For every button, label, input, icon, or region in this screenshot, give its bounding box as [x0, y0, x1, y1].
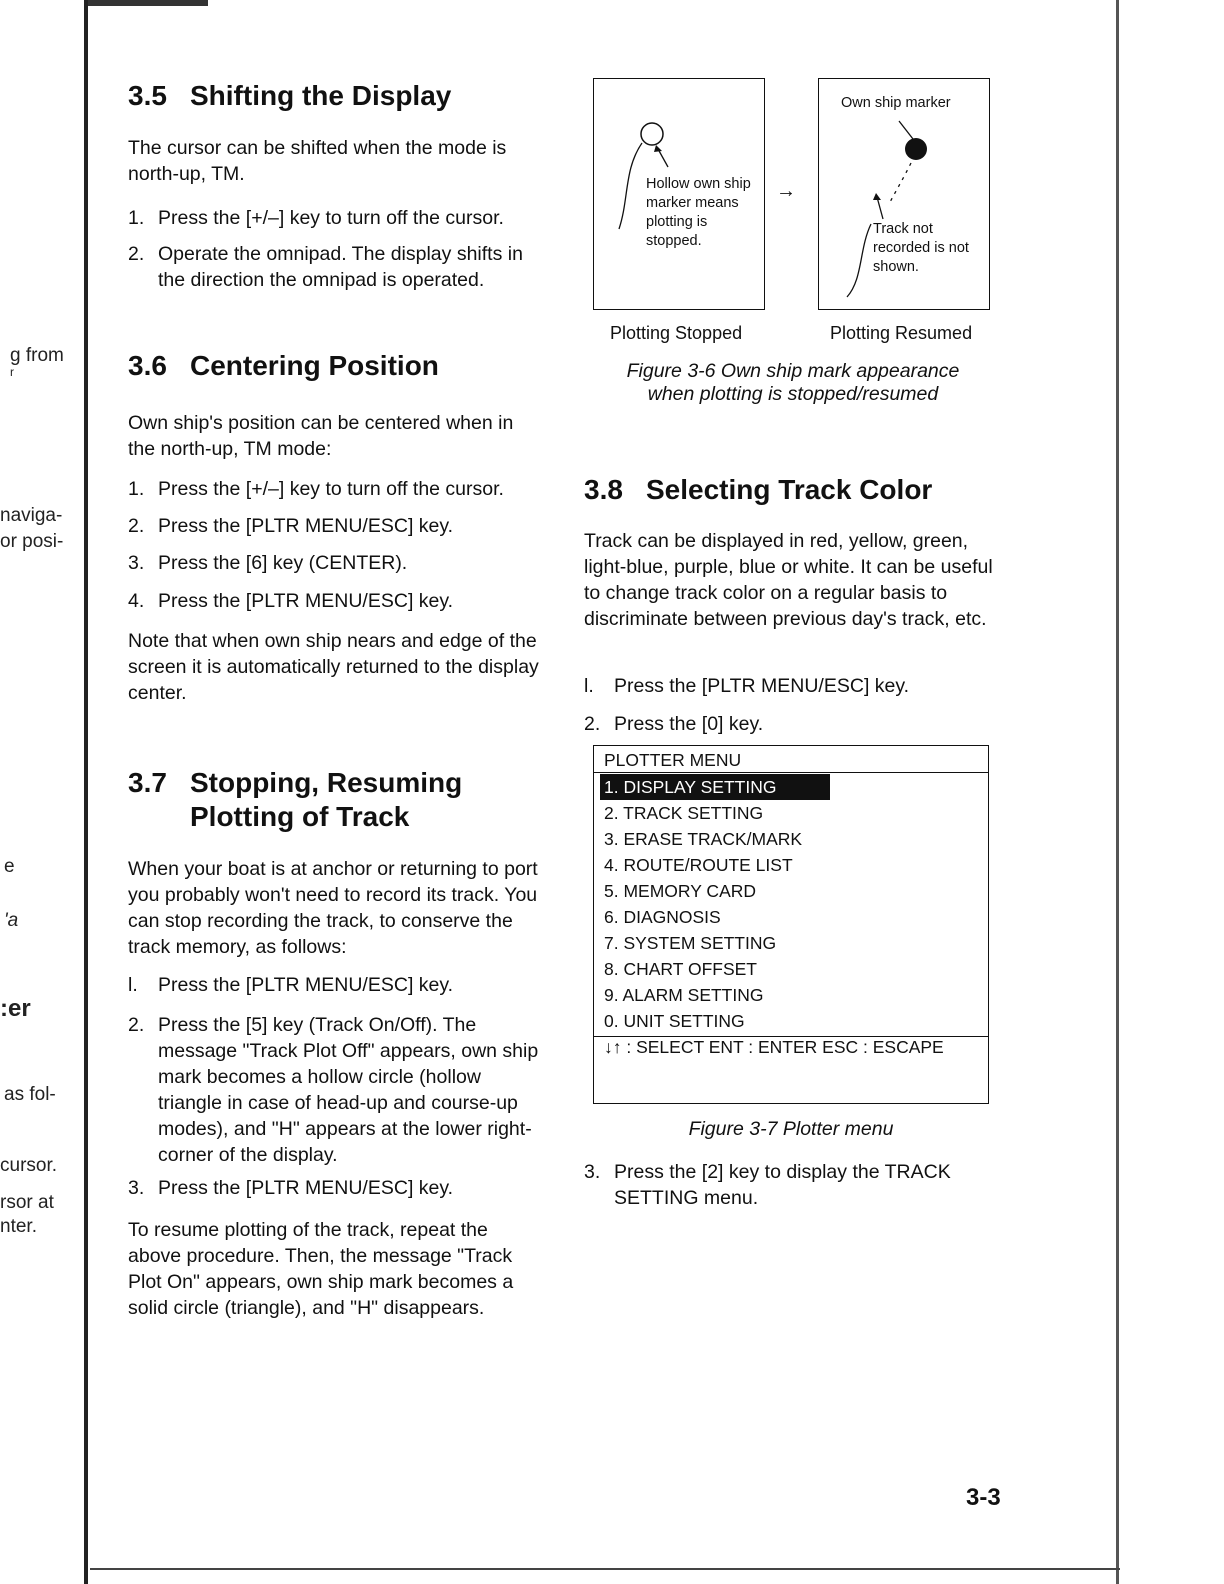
list-item: 4. Press the [PLTR MENU/ESC] key. [128, 590, 454, 612]
section-3-7-resume: To resume plotting of the track, repeat the above procedure. Then, the message "Track Plot On" appears, own ship mark becomes a solid circle (triangle), and "H" disappears. [128, 1219, 514, 1319]
edge-fragment: rsor at [0, 1192, 54, 1213]
edge-fragment: :er [0, 995, 31, 1022]
menu-item-alarm-setting[interactable]: 9. ALARM SETTING [604, 985, 764, 1005]
section-heading-3-8: 3.8 Selecting Track Color [584, 474, 933, 505]
list-item: 1. Press the [+/–] key to turn off the cursor. [128, 207, 504, 229]
plotter-menu [593, 745, 989, 1104]
top-edge-mark [88, 0, 208, 6]
hollow-marker-label: Hollow own ship marker means plotting is stopped. [646, 176, 751, 249]
section-3-7-intro: When your boat is at anchor or returning to port you probably won't need to record its track. You can stop recording the track, to conserve the track memory, as follows: [128, 858, 538, 958]
binding-edge-right [1116, 0, 1119, 1584]
edge-fragment: naviga- [0, 505, 63, 526]
list-item: 2. Press the [PLTR MENU/ESC] key. [128, 515, 454, 537]
track-not-recorded-label: Track not recorded is not shown. [873, 221, 969, 275]
list-item: l. Press the [PLTR MENU/ESC] key. [128, 974, 454, 996]
binding-edge-left [84, 0, 88, 1584]
figure-3-7-caption: Figure 3-7 Plotter menu [688, 1118, 894, 1140]
menu-item-erase-track-mark[interactable]: 3. ERASE TRACK/MARK [604, 829, 803, 849]
edge-fragment: r [10, 365, 14, 379]
edge-fragment: 'a [4, 910, 19, 931]
list-item: 3. Press the [6] key (CENTER). [128, 552, 408, 574]
edge-fragment: as fol- [4, 1084, 56, 1105]
menu-item-unit-setting[interactable]: 0. UNIT SETTING [604, 1011, 745, 1031]
page-number: 3-3 [966, 1484, 1001, 1511]
menu-item-memory-card[interactable]: 5. MEMORY CARD [604, 881, 757, 901]
edge-fragment: g from [10, 345, 64, 366]
list-item: 2. Operate the omnipad. The display shifts in the direction the omnipad is operated. [128, 243, 523, 291]
own-ship-marker-label: Own ship marker [841, 95, 951, 111]
figure-3-6-resumed-panel [818, 78, 990, 310]
menu-item-diagnosis[interactable]: 6. DIAGNOSIS [604, 907, 721, 927]
list-item: 2. Press the [0] key. [584, 713, 764, 735]
plotting-stopped-label: Plotting Stopped [610, 323, 743, 343]
edge-fragment: nter. [0, 1216, 37, 1237]
edge-fragment: or posi- [0, 531, 64, 552]
menu-item-track-setting[interactable]: 2. TRACK SETTING [604, 803, 764, 823]
section-3-6-intro: Own ship's position can be centered when in the north-up, TM mode: [128, 412, 514, 460]
figure-3-6-caption: Figure 3-6 Own ship mark appearance when plotting is stopped/resumed [626, 360, 960, 405]
section-heading-3-6: 3.6 Centering Position [128, 350, 439, 381]
arrow-right-icon: → [776, 180, 796, 202]
menu-item-system-setting[interactable]: 7. SYSTEM SETTING [604, 933, 777, 953]
menu-item-display-setting[interactable]: 1. DISPLAY SETTING [600, 774, 830, 800]
menu-item-route-list[interactable]: 4. ROUTE/ROUTE LIST [604, 855, 793, 875]
list-item: 2. Press the [5] key (Track On/Off). The message "Track Plot Off" appears, own ship mark becomes a hollow circle (hollow triangle in case of head-up and course-up modes), and "H" appears at the lower right-corner of the display. [128, 1014, 539, 1166]
section-3-5-intro: The cursor can be shifted when the mode is north-up, TM. [128, 137, 507, 185]
list-item: 1. Press the [+/–] key to turn off the cursor. [128, 478, 504, 500]
list-item: l. Press the [PLTR MENU/ESC] key. [584, 675, 910, 697]
section-3-6-note: Note that when own ship nears and edge of the screen it is automatically returned to the display center. [128, 630, 539, 704]
section-heading-3-5: 3.5 Shifting the Display [128, 80, 452, 111]
list-item: 3. Press the [PLTR MENU/ESC] key. [128, 1177, 454, 1199]
menu-footer-help: ↓↑ : SELECT ENT : ENTER ESC : ESCAPE [604, 1037, 944, 1057]
edge-fragment: cursor. [0, 1155, 58, 1176]
plotting-resumed-label: Plotting Resumed [830, 323, 973, 343]
list-item: 3. Press the [2] key to display the TRACK SETTING menu. [584, 1161, 951, 1209]
section-heading-3-7: 3.7 Stopping, Resuming Plotting of Track [128, 767, 463, 832]
edge-fragment: e [4, 856, 15, 877]
plotter-menu-title: PLOTTER MENU [604, 750, 742, 770]
bottom-edge-line [90, 1568, 1120, 1570]
menu-item-chart-offset[interactable]: 8. CHART OFFSET [604, 959, 757, 979]
figure-3-6-stopped-panel [593, 78, 765, 310]
section-3-8-intro: Track can be displayed in red, yellow, green, light-blue, purple, blue or white. It can be useful to change track color on a regular basis to discriminate between previous day's track, etc. [584, 530, 993, 630]
menu-divider [594, 772, 988, 773]
